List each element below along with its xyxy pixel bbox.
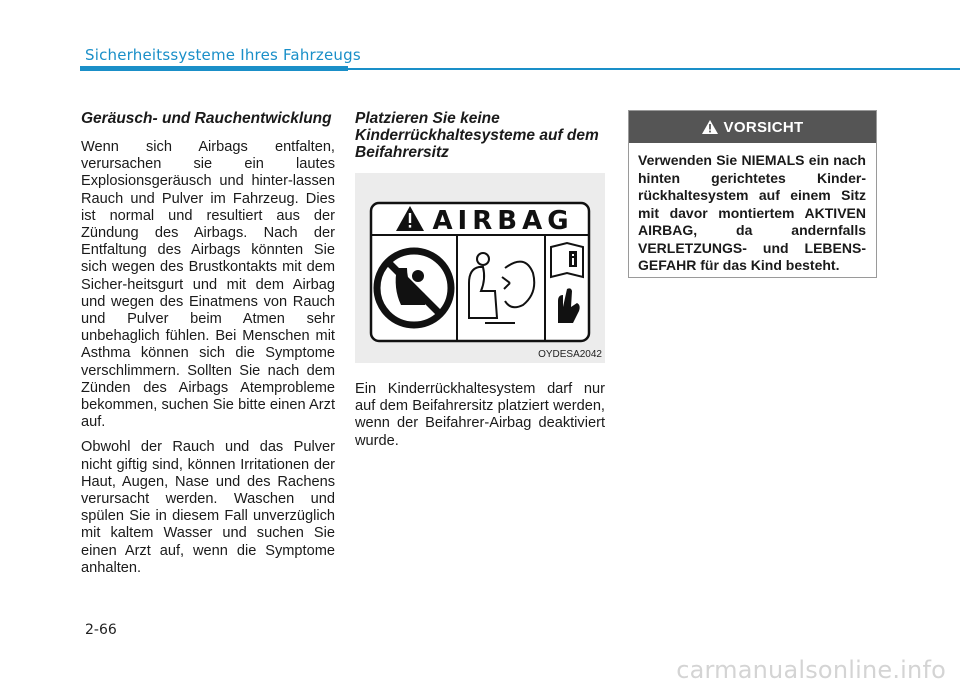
caution-header <box>629 111 876 143</box>
warning-triangle-icon <box>702 120 718 134</box>
paragraph-deployment: Wenn sich Airbags entfalten, verursachen sie ein lautes Explosionsgeräusch und hinter-lassen Rauch und Pulver im Fahrzeug. Dies ist normal und resultiert aus der Zündung des Airbags. Nach der Entfaltung des Airbags könnten Sie sich wegen des Brustkontakts mit dem Sicher-heitsgurt und mit dem Airbag und wegen des Einatmens von Rauch und Pulver beim Atmen sehr unbehaglich fühlen. Bei Menschen mit Asthma können sich die Symptome verschlimmern. Sollten Sie nach dem Zünden des Airbags Atemprobleme bekommen, suchen Sie bitte einen Arzt auf. <box>81 139 335 431</box>
paragraph-irritation: Obwohl der Rauch und das Pulver nicht giftig sind, können Irritationen der Haut, Augen, Nase und des Rachens verursacht werden. Waschen und spülen Sie in diesem Fall unverzüglich mit kaltem Wasser und suchen Sie einen Arzt auf, wenn die Symptome anhalten. <box>81 439 335 576</box>
caution-text: Verwenden Sie NIEMALS ein nach hinten gerichtetes Kinder-rückhaltesystem auf einem Sitz mit davor montiertem AKTIVEN AIRBAG, da andernfalls VERLETZUNGS- und LEBENS-GEFAHR für das Kind besteht. <box>638 152 866 273</box>
watermark: carmanualsonline.info <box>676 656 946 684</box>
airbag-warning-figure <box>355 173 605 363</box>
paragraph-child-seat-rule: Ein Kinderrückhaltesystem darf nur auf dem Beifahrersitz platziert werden, wenn der Beifahrer-Airbag deaktiviert wurde. <box>355 381 605 449</box>
section-title: Sicherheitssysteme Ihres Fahrzeugs <box>85 46 361 64</box>
caution-title: VORSICHT <box>723 118 804 136</box>
caution-box <box>628 110 877 278</box>
heading-child-seat: Platzieren Sie keine Kinderrückhaltesysteme auf dem Beifahrersitz <box>355 110 599 161</box>
column-caution <box>628 110 877 278</box>
heading-noise-smoke: Geräusch- und Rauchentwicklung <box>81 110 332 127</box>
figure-code: OYDESA2042 <box>538 349 602 360</box>
airbag-label-illustration <box>355 173 605 363</box>
no-child-seat-icon <box>377 251 451 325</box>
airbag-label-text: AIRBAG <box>432 206 574 236</box>
column-child-seat <box>355 110 605 458</box>
page-number: 2-66 <box>85 622 117 638</box>
header-accent-bar <box>80 66 348 71</box>
column-smoke-noise <box>81 110 335 585</box>
